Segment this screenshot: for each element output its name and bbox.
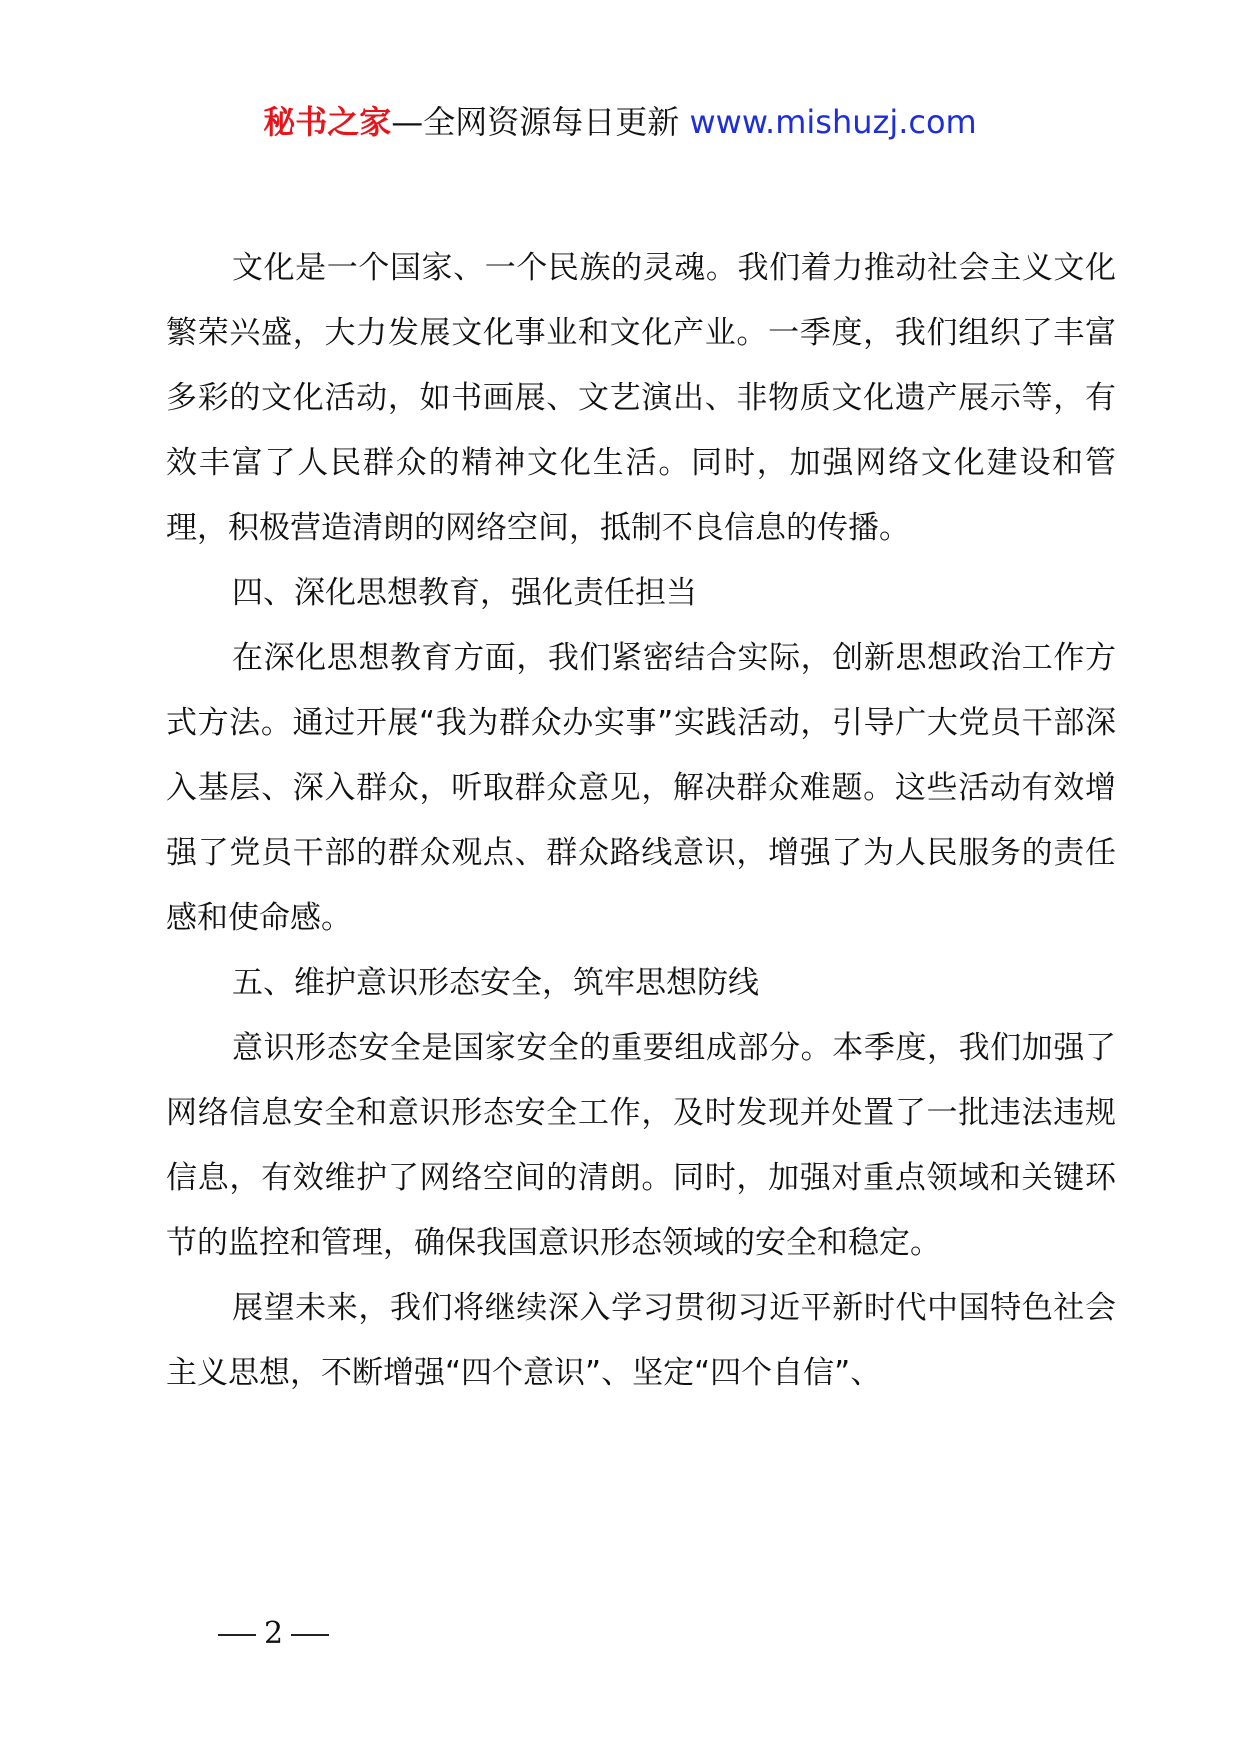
footer-dash-right [291, 1634, 329, 1636]
header-tagline: —全网资源每日更新 [391, 103, 690, 141]
section-heading-4: 四、深化思想教育，强化责任担当 [232, 575, 697, 611]
paragraph-ideology-security: 意识形态安全是国家安全的重要组成部分。本季度，我们加强了网络信息安全和意识形态安全工作，及时发现并处置了一批违法违规信息，有效维护了网络空间的清朗。同时，加强对重点领域和关键环节的监控和管理，确保我国意识形态领域的安全和稳定。 [166, 1030, 1116, 1261]
paragraph-culture: 文化是一个国家、一个民族的灵魂。我们着力推动社会主义文化繁荣兴盛，大力发展文化事业和文化产业。一季度，我们组织了丰富多彩的文化活动，如书画展、文艺演出、非物质文化遗产展示等，有效丰富了人民群众的精神文化生活。同时，加强网络文化建设和管理，积极营造清朗的网络空间，抵制不良信息的传播。 [166, 250, 1116, 546]
site-header [0, 98, 1240, 146]
footer-dash-left [218, 1634, 256, 1636]
paragraph-education: 在深化思想教育方面，我们紧密结合实际，创新思想政治工作方式方法。通过开展“我为群众办实事”实践活动，引导广大党员干部深入基层、深入群众，听取群众意见，解决群众难题。这些活动有效增强了党员干部的群众观点、群众路线意识，增强了为人民服务的责任感和使命感。 [166, 640, 1116, 936]
paragraph-outlook: 展望未来，我们将继续深入学习贯彻习近平新时代中国特色社会主义思想，不断增强“四个意识”、坚定“四个自信”、 [166, 1290, 1116, 1391]
page-footer [210, 1614, 337, 1654]
site-url-link[interactable]: www.mishuzj.com [689, 103, 977, 141]
document-body [166, 236, 1116, 1406]
page-number: 2 [264, 1616, 284, 1651]
brand-name: 秘书之家 [263, 103, 392, 141]
section-heading-5: 五、维护意识形态安全，筑牢思想防线 [232, 965, 759, 1001]
